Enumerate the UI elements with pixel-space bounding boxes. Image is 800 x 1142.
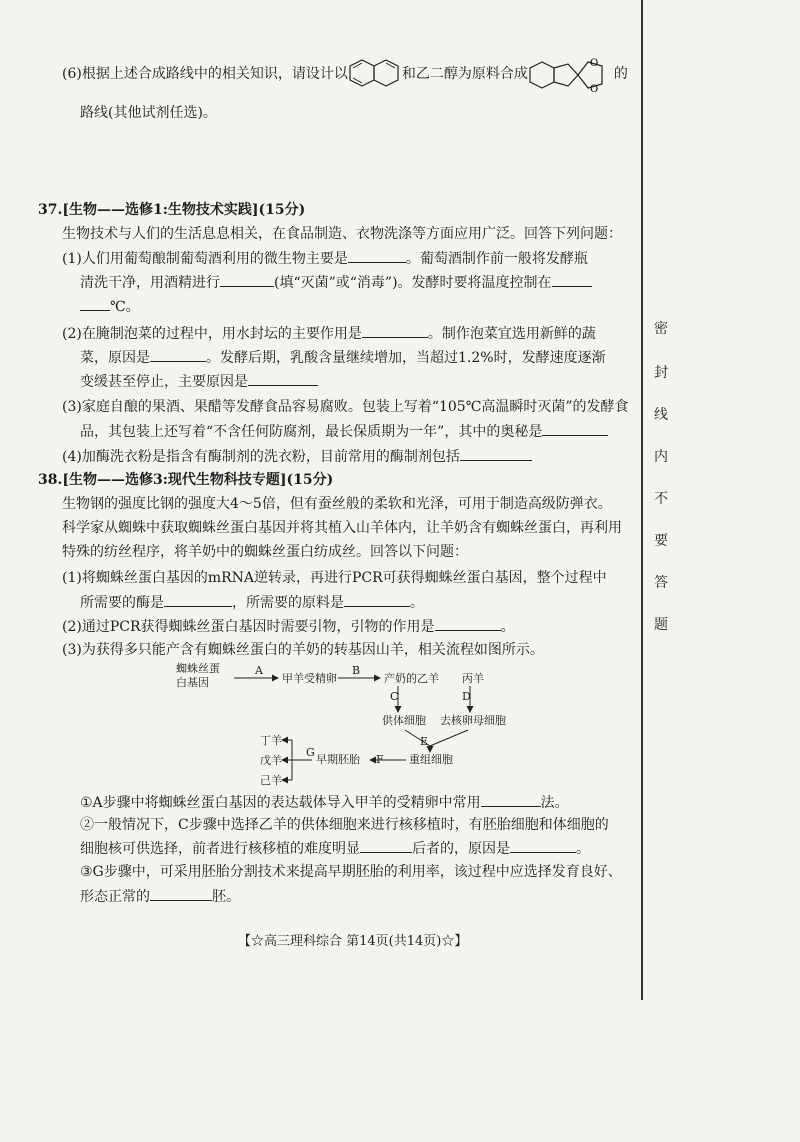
q36-line2: 路线(其他试剂任选)。 — [80, 105, 217, 121]
q37-p2-line1: (2)在腌制泡菜的过程中，用水封坛的主要作用是 。制作泡菜宜选用新鲜的蔬 — [62, 323, 596, 344]
seal-char: 内 — [654, 449, 668, 465]
q37-p2-line3: 变缓甚至停止，主要原因是 — [80, 371, 318, 392]
q36-line1: (6)根据上述合成路线中的相关知识，请设计以 和乙二醇为原料合成 O O 的 — [62, 58, 628, 94]
q37-p1-line3: ℃。 — [80, 296, 140, 317]
q38-s3-line2: 形态正常的 胚。 — [80, 886, 240, 907]
answer-blank[interactable] — [510, 838, 576, 853]
answer-blank[interactable] — [150, 886, 212, 901]
seal-char: 密 — [654, 321, 668, 337]
node-gene-line2: 白基因 — [176, 676, 209, 689]
q37-intro: 生物技术与人们的生活息息相关，在食品制造、衣物洗涤等方面应用广泛。回答下列问题： — [62, 226, 622, 242]
step-label-C: C — [390, 690, 399, 703]
binding-margin-line — [641, 0, 643, 1000]
q38-p2: (2)通过PCR获得蜘蛛丝蛋白基因时需要引物，引物的作用是 。 — [62, 616, 515, 637]
seal-char: 要 — [654, 533, 668, 549]
step-label-B: B — [352, 664, 361, 677]
q37-title: 37.[生物——选修1:生物技术实践](15分) — [38, 202, 306, 218]
node-goat-yi: 产奶的乙羊 — [384, 672, 439, 685]
seal-char: 答 — [654, 575, 668, 591]
seal-char: 题 — [654, 617, 668, 633]
q38-p3: (3)为获得多只能产含有蜘蛛丝蛋白的羊奶的转基因山羊，相关流程如图所示。 — [62, 642, 544, 658]
q37-p1-line2: 清洗干净，用酒精进行 (填“灭菌”或“消毒”)。发酵时要将温度控制在 — [80, 272, 592, 293]
q38-s2-line1: ②一般情况下，C步骤中选择乙羊的供体细胞来进行核移植时，有胚胎细胞和体细胞的 — [80, 817, 609, 833]
q38-intro2: 科学家从蜘蛛中获取蜘蛛丝蛋白基因并将其植入山羊体内，让羊奶含有蜘蛛丝蛋白，再利用 — [62, 520, 622, 536]
q38-intro1: 生物钢的强度比钢的强度大4～5倍，但有蚕丝般的柔软和光泽，可用于制造高级防弹衣。 — [62, 496, 612, 512]
node-reconstructed-cell: 重组细胞 — [409, 753, 453, 766]
step-label-F: F — [376, 753, 384, 766]
step-label-E: E — [420, 735, 429, 748]
q37-p3-line1: (3)家庭自酿的果酒、果醋等发酵食品容易腐败。包装上写着“105℃高温瞬时灭菌”的发酵食 — [62, 399, 629, 415]
q38-s1: ①A步骤中将蜘蛛丝蛋白基因的表达载体导入甲羊的受精卵中常用 法。 — [80, 792, 569, 813]
q37-p4: (4)加酶洗衣粉是指含有酶制剂的洗衣粉，目前常用的酶制剂包括 — [62, 446, 532, 467]
q38-s2-line2: 细胞核可供选择，前者进行核移植的难度明显 后者的，原因是 。 — [80, 838, 590, 859]
q37-p1-line1: (1)人们用葡萄酿制葡萄酒利用的微生物主要是 。葡萄酒制作前一般将发酵瓶 — [62, 248, 588, 269]
node-early-embryo: 早期胚胎 — [316, 753, 360, 766]
q37-p3-line2: 品，其包装上还写着“不含任何防腐剂，最长保质期为一年”，其中的奥秘是 — [80, 421, 608, 442]
node-fertilized-egg: 甲羊受精卵 — [282, 672, 337, 685]
ketal-oxygen-bottom: O — [589, 84, 599, 94]
node-donor-cell: 供体细胞 — [382, 714, 426, 727]
ketal-oxygen-top: O — [589, 58, 599, 69]
page-footer: 【☆高三理科综合 第14页(共14页)☆】 — [238, 934, 468, 949]
seal-char: 线 — [654, 407, 668, 423]
answer-blank[interactable] — [360, 838, 412, 853]
q38-intro3: 特殊的纺丝程序，将羊奶中的蜘蛛丝蛋白纺成丝。回答以下问题： — [62, 544, 468, 560]
node-goat-ji: 己羊 — [260, 774, 282, 787]
q38-title: 38.[生物——选修3:现代生物科技专题](15分) — [38, 472, 334, 488]
step-label-A: A — [255, 664, 263, 677]
answer-blank[interactable] — [481, 792, 541, 807]
node-goat-wu: 戊羊 — [260, 754, 282, 767]
merge-line-right — [430, 730, 468, 746]
q38-p1-line1: (1)将蜘蛛丝蛋白基因的mRNA逆转录，再进行PCR可获得蜘蛛丝蛋白基因，整个过程中 — [62, 570, 607, 586]
q37-p2-line2: 菜，原因是 。发酵后期，乳酸含量继续增加，当超过1.2%时，发酵速度逐渐 — [80, 347, 606, 368]
step-label-D: D — [462, 690, 471, 703]
step-label-G: G — [306, 746, 315, 759]
q38-s3-line1: ③G步骤中，可采用胚胎分割技术来提高早期胚胎的利用率，该过程中应选择发育良好、 — [80, 864, 622, 880]
q38-p1-line2: 所需要的酶是 ，所需要的原料是 。 — [80, 592, 424, 613]
node-gene-line1: 蜘蛛丝蛋 — [176, 662, 220, 675]
node-goat-bing: 丙羊 — [462, 672, 484, 685]
node-enucleated-oocyte: 去核卵母细胞 — [440, 714, 506, 727]
seal-char: 不 — [654, 491, 668, 507]
node-goat-ding: 丁羊 — [260, 734, 282, 747]
seal-char: 封 — [654, 365, 668, 381]
